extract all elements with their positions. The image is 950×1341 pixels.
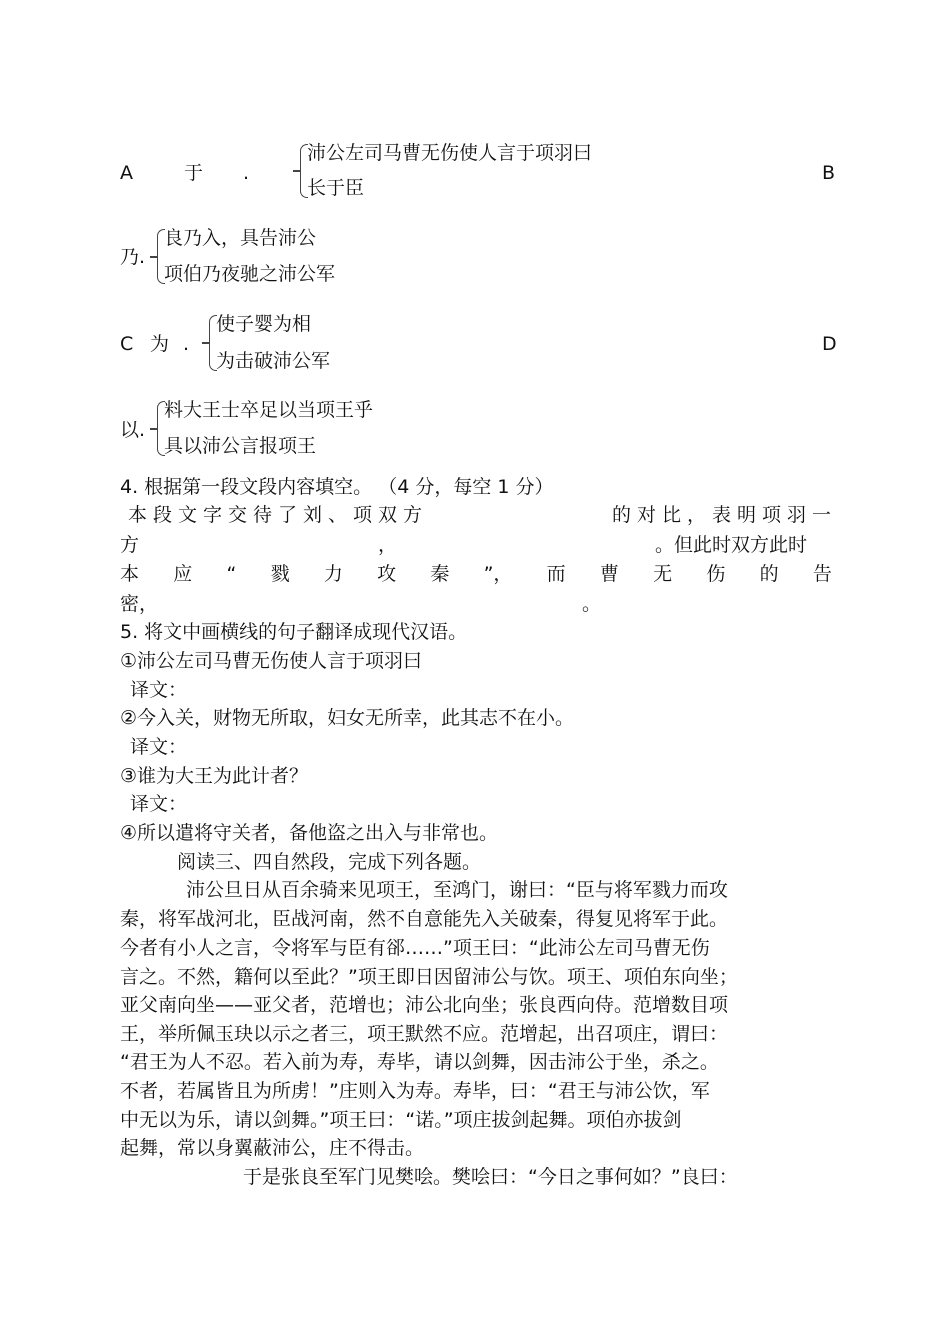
- passage-line: 沛公旦日从百余骑来见项王，至鸿门，谢曰：“臣与将军戮力而攻: [186, 879, 728, 901]
- passage-last-line: 于是张良至军门见樊哙。樊哙曰：“今日之事何如？”良曰：: [243, 1166, 738, 1188]
- q4-l3-char: ”，: [483, 563, 513, 585]
- option-d-item-1: 料大王士卒足以当项王乎: [164, 399, 374, 421]
- passage-line: 不者，若属皆且为所虏！”庄则入为寿。寿毕，曰：“君王与沛公饮，军: [120, 1080, 710, 1102]
- passage-line: 秦，将军战河北，臣战河南，然不自意能先入关破秦，得复见将军于此。: [120, 908, 729, 930]
- q4-l3-char: 无: [653, 563, 673, 585]
- option-b-word: 乃.: [120, 246, 146, 268]
- passage-line: 言之。不然，籍何以至此？”项王即日因留沛公与饮。项王、项伯东向坐；: [120, 966, 738, 988]
- option-a-letter: A: [120, 162, 133, 184]
- question-4-line1-start: 本段文字交待了刘、项双方: [128, 504, 429, 526]
- question-4-line2-b: ，: [378, 534, 398, 556]
- question-4-line1-end: 的对比，表明项羽一: [612, 504, 838, 526]
- q4-l3-char: 应: [173, 563, 193, 585]
- option-b-letter: B: [822, 162, 836, 184]
- option-c-dot: .: [183, 333, 190, 355]
- passage-line: 王，举所佩玉玦以示之者三，项王默然不应。范增起，出召项庄，谓曰：: [120, 1023, 729, 1045]
- q5-sentence-4: ④所以遣将守关者，备他盗之出入与非常也。: [120, 822, 499, 844]
- passage-line: “君王为人不忍。若入前为寿，寿毕，请以剑舞，因击沛公于坐，杀之。: [120, 1051, 719, 1073]
- q4-l3-char: 告: [812, 563, 832, 585]
- q4-l3-char: 戮: [270, 563, 290, 585]
- option-a-word: 于: [184, 162, 204, 184]
- q4-l3-char: 力: [323, 563, 343, 585]
- q5-translation-label-3: 译文：: [130, 793, 188, 815]
- option-c-letter: C: [120, 333, 134, 355]
- question-4-line2-a: 方: [120, 534, 140, 556]
- option-b-item-1: 良乃入，具告沛公: [164, 227, 317, 249]
- option-d-item-2: 具以沛公言报项王: [164, 435, 317, 457]
- passage-line: 今者有小人之言，令将军与臣有郤……”项王曰：“此沛公左司马曹无伤: [120, 937, 710, 959]
- question-4-line4-a: 密，: [120, 593, 159, 615]
- question-4-line2-c: 。但此时双方此时: [655, 534, 808, 556]
- q4-l3-char: 伤: [706, 563, 726, 585]
- passage-line: 起舞，常以身翼蔽沛公，庄不得击。: [120, 1137, 425, 1159]
- option-c-item-1: 使子婴为相: [216, 313, 312, 335]
- q5-translation-label-2: 译文：: [130, 736, 188, 758]
- option-d-letter: D: [822, 333, 837, 355]
- option-c-word: 为: [150, 333, 170, 355]
- question-4-line3: [120, 562, 832, 586]
- passage-line: 中无以为乐，请以剑舞。”项王曰：“诺。”项庄拔剑起舞。项伯亦拔剑: [120, 1109, 682, 1131]
- q4-l3-char: 而: [546, 563, 566, 585]
- option-d-word: 以.: [120, 419, 146, 441]
- option-a-dot: .: [243, 162, 250, 184]
- question-5-title: 5. 将文中画横线的句子翻译成现代汉语。: [120, 621, 468, 643]
- q5-sentence-2: ②今入关，财物无所取，妇女无所幸，此其志不在小。: [120, 707, 575, 729]
- option-a-item-2: 长于臣: [307, 177, 365, 199]
- passage-line: 亚父南向坐——亚父者，范增也；沛公北向坐；张良西向侍。范增数目项: [120, 994, 729, 1016]
- option-b-item-2: 项伯乃夜驰之沛公军: [164, 263, 336, 285]
- q4-l3-char: 攻: [377, 563, 397, 585]
- q4-l3-char: “: [226, 563, 237, 585]
- q4-l3-char: 曹: [599, 563, 619, 585]
- option-c-item-2: 为击破沛公军: [216, 350, 331, 372]
- q5-sentence-1: ①沛公左司马曹无伤使人言于项羽曰: [120, 650, 423, 672]
- option-a-item-1: 沛公左司马曹无伤使人言于项羽曰: [307, 142, 593, 164]
- question-4-title: 4. 根据第一段文段内容填空。 （4 分，每空 1 分）: [120, 476, 554, 498]
- q5-translation-label-1: 译文：: [130, 679, 188, 701]
- q4-l3-char: 秦: [430, 563, 450, 585]
- q5-sentence-3: ③谁为大王为此计者？: [120, 765, 309, 787]
- q4-l3-char: 的: [759, 563, 779, 585]
- q4-l3-char: 本: [120, 563, 140, 585]
- reading-intro: 阅读三、四自然段，完成下列各题。: [177, 851, 482, 873]
- question-4-line4-b: 。: [582, 593, 602, 615]
